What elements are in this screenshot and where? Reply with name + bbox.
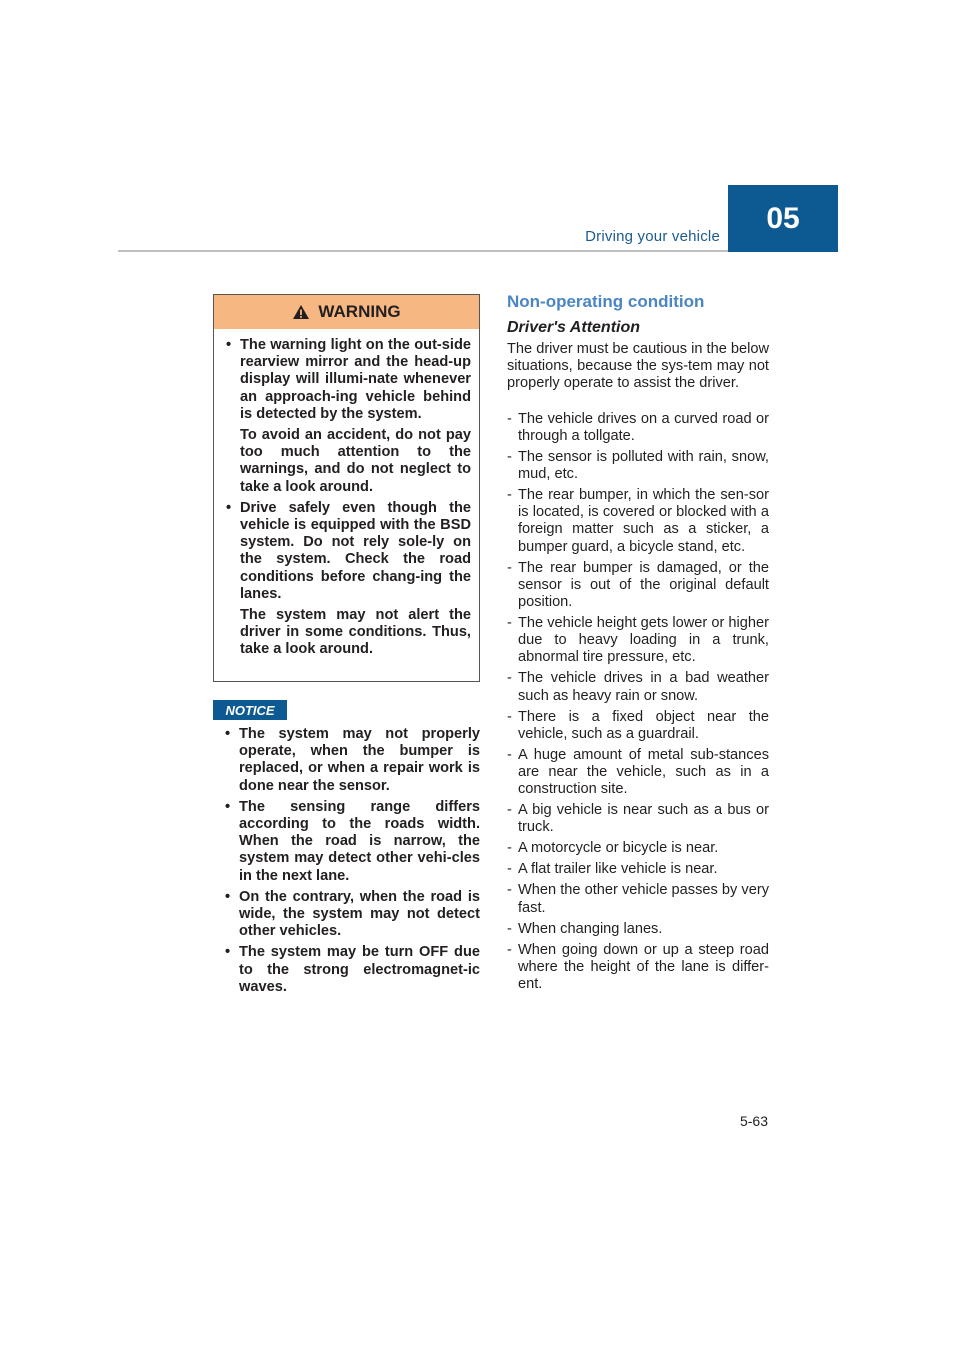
condition-text: There is a fixed object near the vehicle, such as a guardrail.	[518, 708, 769, 742]
condition-item: - A motorcycle or bicycle is near.	[507, 840, 719, 857]
condition-item: - The vehicle drives in a bad weather such as heavy rain or snow.	[507, 670, 769, 704]
notice-item: • On the contrary, when the road is wide, the system may not detect other vehicles.	[225, 888, 480, 940]
notice-badge: NOTICE	[213, 700, 287, 720]
section-title: Driving your vehicle	[585, 228, 720, 245]
notice-text: The sensing range differs according to the roads width. When the road is narrow, the system may detect other vehi-cles in the next lane.	[239, 798, 480, 884]
condition-text: The vehicle height gets lower or higher due to heavy loading in a trunk, abnormal tire pressure, etc.	[518, 615, 769, 666]
condition-text: A huge amount of metal sub-stances are near the vehicle, such as in a construction site.	[518, 746, 769, 798]
non-operating-section	[507, 292, 769, 997]
condition-item: - The rear bumper, in which the sen-sor is located, is covered or blocked with a foreign matter such as a sticker, a bumper guard, a bicycle stand, etc.	[507, 487, 769, 555]
warning-paragraph: To avoid an accident, do not pay too much attention to the warnings, and do not neglect to take a look around.	[240, 427, 471, 495]
notice-item: • The sensing range differs according to the roads width. When the road is narrow, the system may detect other vehi-cles in the next lane.	[225, 798, 480, 884]
condition-list	[507, 411, 769, 994]
condition-text: The sensor is polluted with rain, snow, mud, etc.	[518, 448, 769, 483]
warning-triangle-icon	[292, 304, 310, 320]
condition-text: A motorcycle or bicycle is near.	[518, 840, 719, 857]
header-divider	[118, 250, 728, 252]
page-number: 5-63	[739, 1113, 768, 1129]
warning-item: • Drive safely even though the vehicle is equipped with the BSD system. Do not rely sole-ly on the system. Check the road conditions before chang-ing the lanes. The system may not alert the driver in some conditions. Thus, take a look around.	[226, 499, 471, 658]
warning-paragraph: The warning light on the out-side rearview mirror and the head-up display will illumi-nate whenever an approach-ing vehicle behind is detected by the system.	[240, 337, 471, 422]
condition-text: The rear bumper, in which the sen-sor is located, is covered or blocked with a foreign matter such as a sticker, a bumper guard, a bicycle stand, etc.	[518, 487, 769, 555]
sub-heading: Driver's Attention	[507, 319, 641, 336]
condition-text: A big vehicle is near such as a bus or truck.	[518, 802, 769, 836]
warning-list	[214, 329, 479, 659]
section-heading: Non-operating condition	[507, 292, 705, 311]
condition-text: When changing lanes.	[518, 920, 663, 937]
chapter-tab: 05	[728, 185, 838, 252]
condition-item: - A big vehicle is near such as a bus or truck.	[507, 802, 769, 836]
warning-label: WARNING	[318, 302, 401, 321]
condition-text: When the other vehicle passes by very fast.	[518, 882, 769, 916]
condition-text: A flat trailer like vehicle is near.	[518, 861, 718, 878]
condition-item: - The sensor is polluted with rain, snow, mud, etc.	[507, 448, 769, 483]
warning-paragraph: The system may not alert the driver in some conditions. Thus, take a look around.	[240, 607, 471, 658]
condition-item: - When changing lanes.	[507, 920, 663, 937]
condition-item: - The rear bumper is damaged, or the sensor is out of the original default position.	[507, 559, 769, 611]
notice-text: The system may not properly operate, when the bumper is replaced, or when a repair work is done near the sensor.	[239, 726, 480, 794]
warning-box	[213, 294, 480, 682]
notice-text: On the contrary, when the road is wide, the system may not detect other vehicles.	[239, 888, 480, 940]
condition-item: - A flat trailer like vehicle is near.	[507, 861, 718, 878]
intro-paragraph: The driver must be cautious in the below situations, because the sys-tem may not properly operate to assist the driver.	[507, 341, 770, 392]
warning-header	[214, 295, 479, 329]
condition-text: The vehicle drives in a bad weather such as heavy rain or snow.	[518, 670, 769, 704]
condition-item: - When the other vehicle passes by very fast.	[507, 882, 769, 916]
notice-text: The system may be turn OFF due to the strong electromagnet-ic waves.	[239, 944, 480, 995]
notice-item: • The system may not properly operate, when the bumper is replaced, or when a repair work is done near the sensor.	[225, 726, 480, 794]
warning-paragraph: Drive safely even though the vehicle is equipped with the BSD system. Do not rely sole-ly on the system. Check the road conditions before chang-ing the lanes.	[240, 499, 471, 602]
condition-text: When going down or up a steep road where the height of the lane is differ-ent.	[518, 941, 769, 993]
condition-item: - A huge amount of metal sub-stances are near the vehicle, such as in a construction site.	[507, 746, 769, 798]
condition-item: - There is a fixed object near the vehicle, such as a guardrail.	[507, 708, 769, 742]
warning-item: • The warning light on the out-side rearview mirror and the head-up display will illumi-nate whenever an approach-ing vehicle behind is detected by the system. To avoid an accident, do not pay too much attention to the warnings, and do not neglect to take a look around.	[226, 337, 471, 495]
condition-item: - The vehicle height gets lower or higher due to heavy loading in a trunk, abnormal tire pressure, etc.	[507, 615, 769, 666]
condition-item: - The vehicle drives on a curved road or through a tollgate.	[507, 410, 769, 444]
notice-list	[221, 726, 480, 1000]
condition-text: The rear bumper is damaged, or the sensor is out of the original default position.	[518, 559, 769, 611]
notice-item: • The system may be turn OFF due to the strong electromagnet-ic waves.	[225, 944, 480, 995]
condition-item: - When going down or up a steep road where the height of the lane is differ-ent.	[507, 941, 769, 993]
condition-text: The vehicle drives on a curved road or through a tollgate.	[518, 410, 769, 444]
